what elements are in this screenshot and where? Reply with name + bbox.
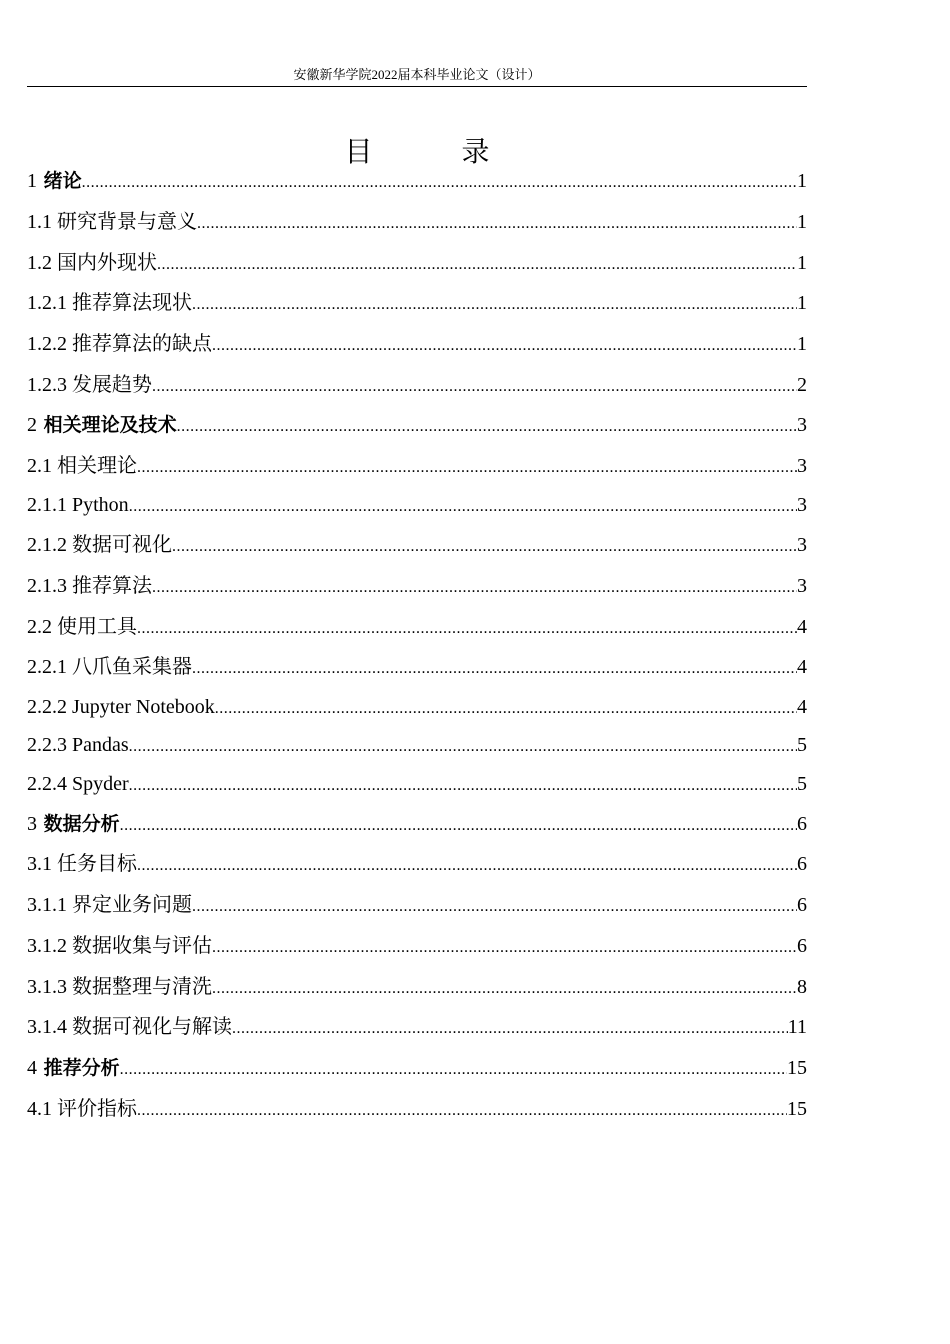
toc-entry-title: 推荐分析 [43,1057,120,1079]
toc-entry-title: 数据收集与评估 [72,935,212,957]
toc-entry-number: 3.1.4 [27,1016,67,1038]
toc-entry-number: 2.2.1 [27,656,67,678]
toc-entry-title: 推荐算法的缺点 [72,333,212,355]
toc-entry-page-number: 8 [797,976,807,998]
toc-entry[interactable] [27,933,807,961]
toc-dot-leader [152,575,797,601]
toc-entry-number: 2.1.1 [27,494,67,516]
toc-entry[interactable] [27,771,807,799]
toc-entry-title: 相关理论 [57,455,137,477]
toc-dot-leader [192,292,797,318]
toc-entry-title: 相关理论及技术 [43,414,177,436]
toc-entry[interactable] [27,532,807,560]
toc-dot-leader [197,211,797,237]
toc-entry-page-number: 4 [797,656,807,678]
toc-entry-number: 4.1 [27,1098,52,1120]
toc-entry-title: 数据整理与清洗 [72,976,212,998]
toc-entry-label [27,851,137,877]
toc-entry-label [27,811,120,837]
toc-entry-number: 1.1 [27,211,52,233]
toc-entry[interactable] [27,372,807,400]
toc-entry[interactable] [27,331,807,359]
toc-entry-page-number: 11 [787,1016,807,1038]
toc-entry-title: 国内外现状 [57,252,157,274]
toc-entry-label [27,1014,232,1040]
toc-entry-label [27,732,129,758]
toc-dot-leader [129,773,797,799]
toc-entry-label [27,532,172,558]
toc-entry-number: 2.1.2 [27,534,67,556]
toc-entry-number: 3.1.3 [27,976,67,998]
toc-entry[interactable] [27,453,807,481]
toc-entry-title: Spyder [72,773,129,795]
toc-entry-page-number: 1 [797,170,807,192]
toc-dot-leader [157,252,797,278]
toc-entry-label [27,250,157,276]
toc-entry-number: 2.2.4 [27,773,67,795]
header-divider [27,86,807,87]
toc-entry-number: 2.2.3 [27,734,67,756]
toc-dot-leader [82,170,797,196]
toc-entry-number: 2.2.2 [27,696,67,718]
toc-entry-page-number: 4 [797,616,807,638]
toc-entry-page-number: 6 [797,935,807,957]
toc-entry[interactable] [27,1096,807,1124]
toc-entry[interactable] [27,892,807,920]
toc-entry-number: 2 [27,414,37,436]
toc-entry-page-number: 3 [797,455,807,477]
toc-entry-page-number: 5 [797,734,807,756]
toc-entry-title: Pandas [72,734,129,756]
toc-entry-number: 1.2.3 [27,374,67,396]
toc-entry-page-number: 3 [797,494,807,516]
toc-dot-leader [215,696,797,722]
toc-entry[interactable] [27,290,807,318]
toc-entry[interactable] [27,694,807,722]
toc-entry[interactable] [27,250,807,278]
toc-entry-label [27,654,192,680]
toc-entry-label [27,453,137,479]
toc-entry-title: 使用工具 [57,616,137,638]
toc-entry-page-number: 15 [787,1057,807,1079]
toc-entry[interactable] [27,811,807,839]
toc-entry[interactable] [27,168,807,196]
toc-entry-label [27,974,212,1000]
toc-entry-title: 评价指标 [57,1098,137,1120]
toc-entry-label [27,614,137,640]
toc-entry-number: 3.1.2 [27,935,67,957]
toc-entry-page-number: 3 [797,575,807,597]
toc-dot-leader [192,656,797,682]
toc-entry-number: 1.2.2 [27,333,67,355]
toc-entry[interactable] [27,412,807,440]
toc-entry[interactable] [27,1055,807,1083]
toc-entry[interactable] [27,654,807,682]
toc-entry-number: 1.2 [27,252,52,274]
toc-dot-leader [129,494,797,520]
toc-entry-page-number: 1 [797,292,807,314]
toc-entry-title: 推荐算法现状 [72,292,192,314]
toc-dot-leader [152,374,797,400]
toc-entry-label [27,331,212,357]
toc-entry-page-number: 15 [787,1098,807,1120]
toc-entry-page-number: 6 [797,853,807,875]
toc-entry-label [27,933,212,959]
toc-entry-number: 1 [27,170,37,192]
toc-entry-title: 数据可视化与解读 [72,1016,232,1038]
toc-entry-label [27,1096,137,1122]
toc-entry-number: 1.2.1 [27,292,67,314]
toc-entry-label [27,290,192,316]
toc-dot-leader [212,333,797,359]
toc-entry-number: 3.1.1 [27,894,67,916]
toc-entry-title: Python [72,494,129,516]
toc-entry-label [27,372,152,398]
toc-entry-page-number: 1 [797,333,807,355]
toc-entry-label [27,892,192,918]
toc-dot-leader [120,813,797,839]
toc-entry[interactable] [27,492,807,520]
toc-dot-leader [129,734,797,760]
toc-entry-title: 发展趋势 [72,374,152,396]
toc-dot-leader [137,853,797,879]
toc-entry[interactable] [27,209,807,237]
toc-entry-number: 2.2 [27,616,52,638]
toc-entry-label [27,771,129,797]
toc-dot-leader [137,455,797,481]
toc-entry[interactable] [27,573,807,601]
toc-entry-label [27,694,215,720]
toc-dot-leader [172,534,797,560]
toc-entry-page-number: 3 [797,534,807,556]
running-header: 安徽新华学院2022届本科毕业论文（设计） [293,67,541,82]
toc-entry-number: 3 [27,813,37,835]
toc-entry-label [27,209,197,235]
toc-entry-title: 数据分析 [43,813,120,835]
toc-entry-title: Jupyter Notebook [72,696,215,718]
toc-entry-title: 界定业务问题 [72,894,192,916]
toc-entry-number: 2.1 [27,455,52,477]
toc-dot-leader [192,894,797,920]
toc-entry-number: 4 [27,1057,37,1079]
toc-entry-number: 3.1 [27,853,52,875]
toc-title: 目 录 [344,135,530,168]
toc-entry-page-number: 6 [797,894,807,916]
toc-entry[interactable] [27,614,807,642]
toc-dot-leader [120,1057,787,1083]
toc-entry-title: 研究背景与意义 [57,211,197,233]
toc-entry[interactable] [27,732,807,760]
toc-entry-title: 数据可视化 [72,534,172,556]
toc-entry-label [27,1055,120,1081]
toc-entry-page-number: 1 [797,211,807,233]
toc-dot-leader [212,976,797,1002]
toc-entry-page-number: 1 [797,252,807,274]
toc-dot-leader [212,935,797,961]
toc-entry-label [27,573,152,599]
toc-entry-label [27,412,177,438]
toc-entry-title: 推荐算法 [72,575,152,597]
toc-entry-title: 八爪鱼采集器 [72,656,192,678]
toc-entry-page-number: 4 [797,696,807,718]
toc-entry-title: 任务目标 [57,853,137,875]
toc-entry[interactable] [27,1014,807,1042]
toc-dot-leader [137,616,797,642]
toc-entry[interactable] [27,851,807,879]
toc-entry-number: 2.1.3 [27,575,67,597]
toc-entry-page-number: 3 [797,414,807,436]
toc-dot-leader [232,1016,788,1042]
toc-entry-label [27,492,129,518]
toc-entry-label [27,168,82,194]
toc-entry-page-number: 5 [797,773,807,795]
toc-dot-leader [137,1098,787,1124]
toc-entry-title: 绪论 [43,170,82,192]
toc-entry[interactable] [27,974,807,1002]
toc-entry-page-number: 2 [797,374,807,396]
toc-entry-page-number: 6 [797,813,807,835]
toc-dot-leader [177,414,797,440]
